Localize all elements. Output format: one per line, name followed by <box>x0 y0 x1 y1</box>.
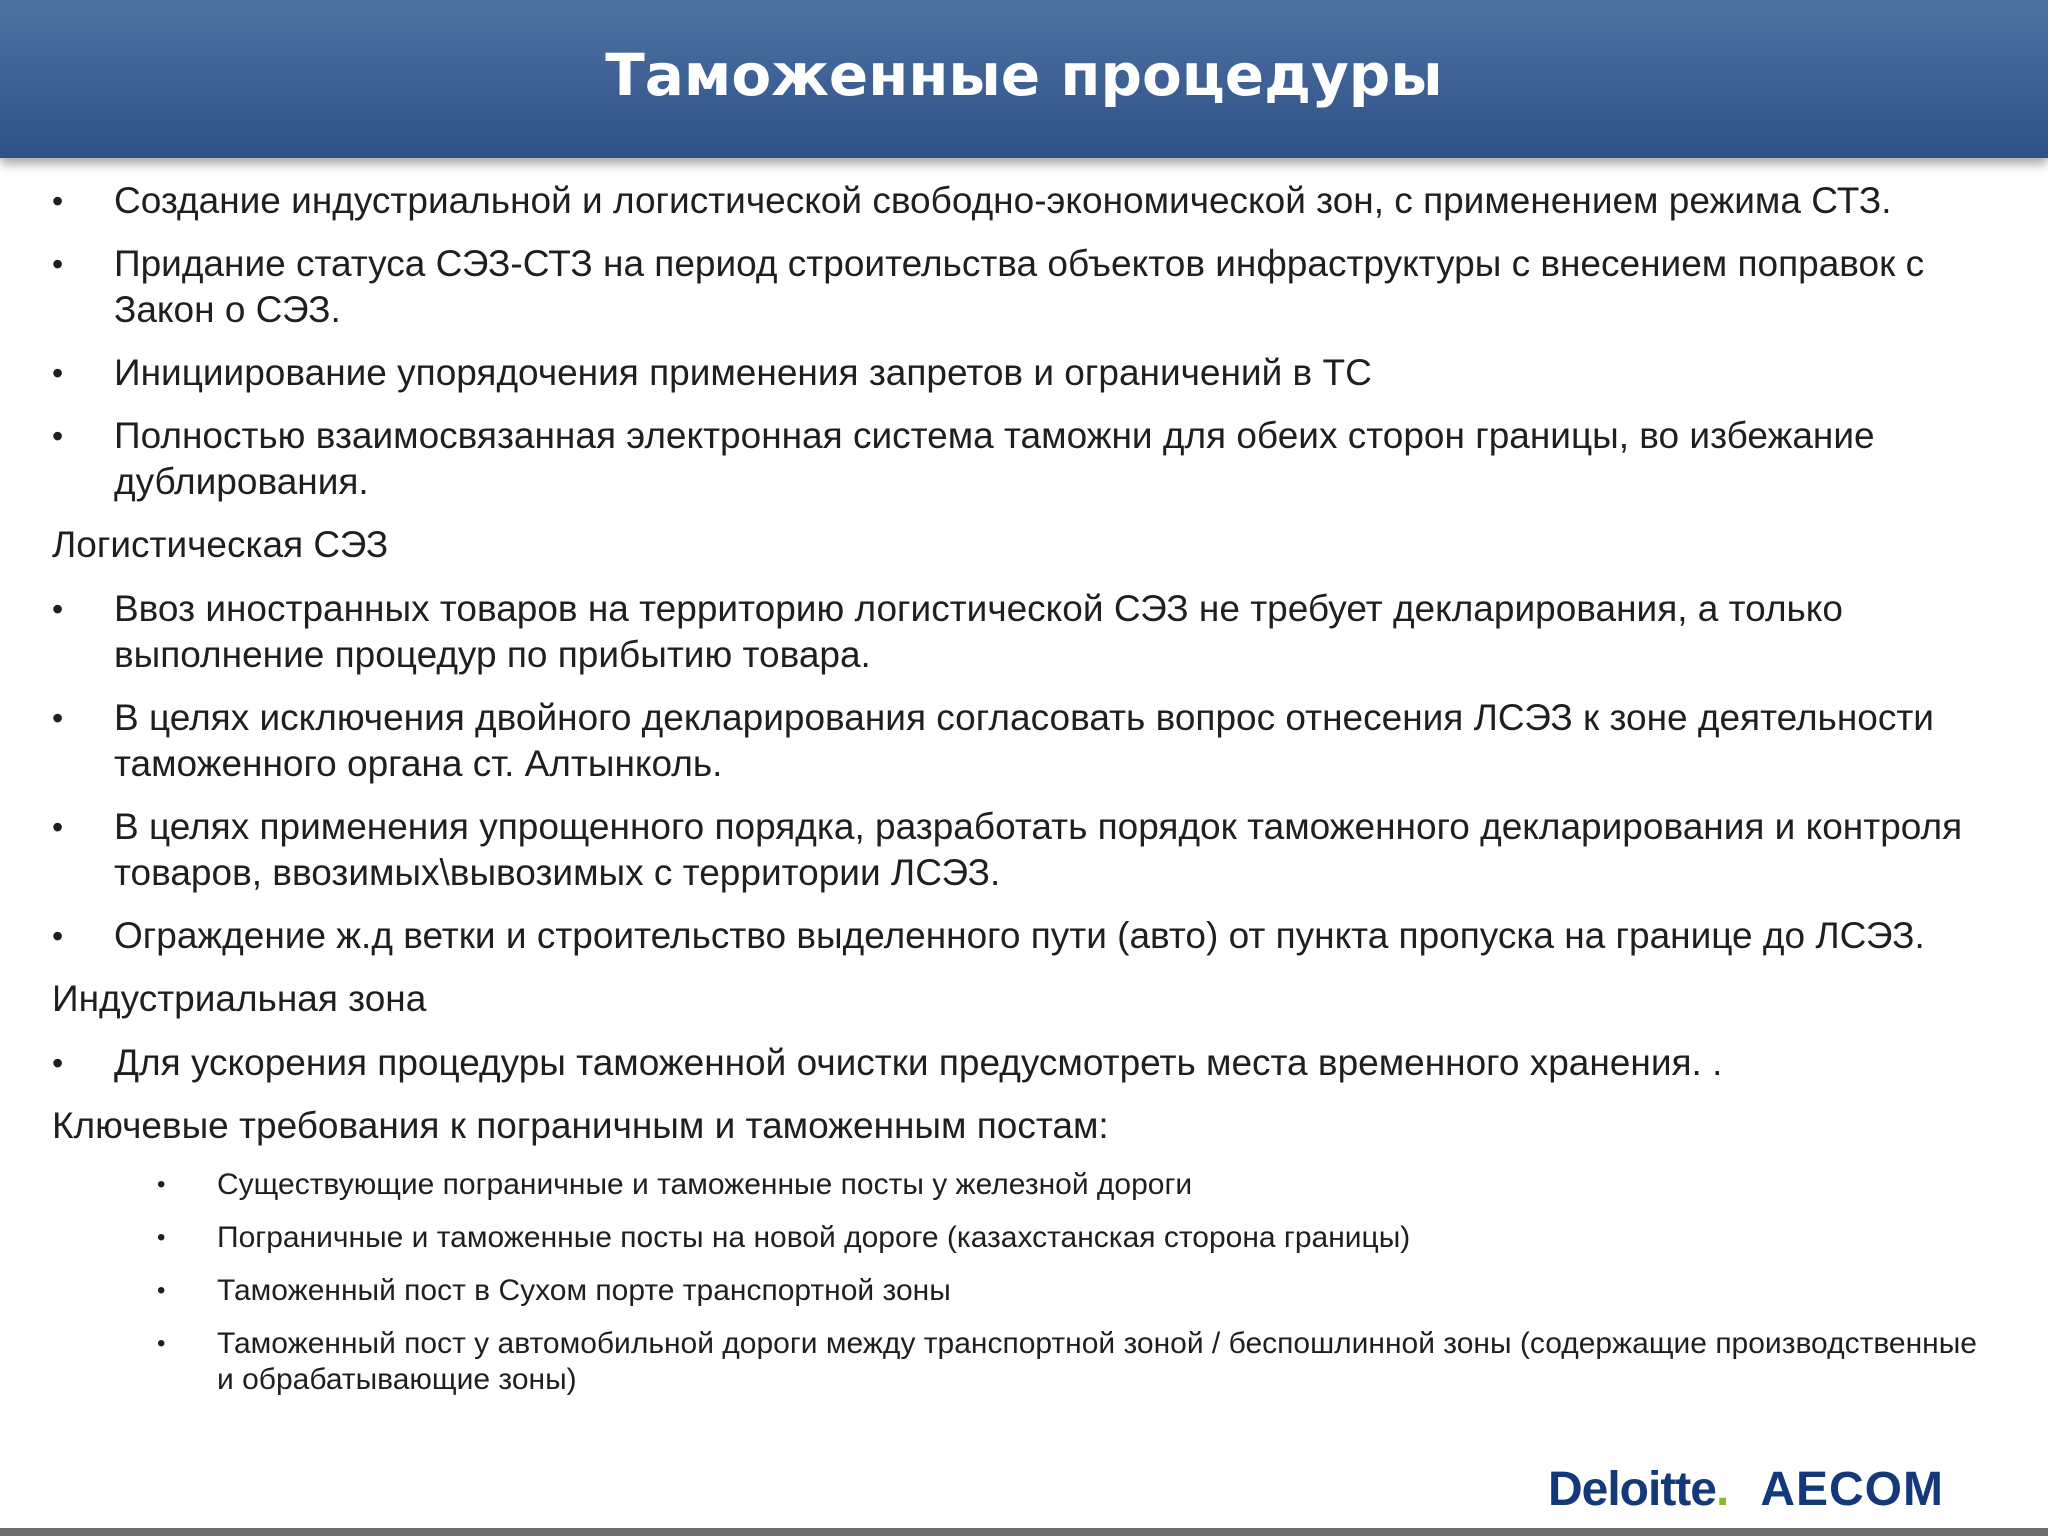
list-item: • В целях исключения двойного декларирования согласовать вопрос отнесения ЛСЭЗ к зоне деятельности таможенного органа ст. Алтынколь. <box>52 697 1934 784</box>
bullet-icon: • <box>52 591 64 627</box>
page-title: Таможенные процедуры <box>605 41 1443 109</box>
bullet-icon: • <box>157 1224 166 1251</box>
bullet-icon: • <box>52 700 64 736</box>
list-item: • Пограничные и таможенные посты на новой дороге (казахстанская сторона границы) <box>157 1221 1411 1254</box>
list-item: • Таможенный пост у автомобильной дороги между транспортной зоной / беспошлинной зоны (содержащие производственные и обрабатывающие зоны) <box>157 1327 1977 1396</box>
footer-divider <box>0 1528 2048 1536</box>
bullet-icon: • <box>52 355 64 391</box>
section-heading-industrial: Индустриальная зона <box>52 978 427 1019</box>
section-heading-requirements: Ключевые требования к пограничным и таможенным постам: <box>52 1105 1109 1146</box>
bullet-icon: • <box>52 809 64 845</box>
list-item: • Существующие пограничные и таможенные посты у железной дороги <box>157 1168 1193 1201</box>
list-item: • В целях применения упрощенного порядка, разработать порядок таможенного декларирования и контроля товаров, ввозимых\вывозимых с территории ЛСЭЗ. <box>52 806 1963 893</box>
deloitte-logo: Deloitte. <box>1547 1463 1729 1516</box>
list-item: • Для ускорения процедуры таможенной очистки предусмотреть места временного хранения. . <box>52 1040 2002 1086</box>
bullet-icon: • <box>157 1330 166 1357</box>
logos <box>1548 1462 1944 1517</box>
list-item: • Таможенный пост в Сухом порте транспортной зоны <box>157 1274 951 1307</box>
list-item: • Ввоз иностранных товаров на территорию логистической СЭЗ не требует декларирования, а только выполнение процедур по прибытию товара. <box>52 588 1843 675</box>
bullet-icon: • <box>52 246 64 282</box>
bullet-icon: • <box>52 918 64 954</box>
bullet-icon: • <box>52 1045 64 1081</box>
bullet-icon: • <box>52 418 64 454</box>
section-heading-logistic: Логистическая СЭЗ <box>52 524 389 565</box>
bullet-icon: • <box>157 1171 166 1198</box>
bullet-icon: • <box>52 183 64 219</box>
list-item: • Придание статуса СЭЗ-СТЗ на период строительства объектов инфраструктуры с внесением поправок с Закон о СЭЗ. <box>52 243 1925 330</box>
bullet-icon: • <box>157 1277 166 1304</box>
slide-content <box>52 178 2002 1415</box>
header-bar <box>0 0 2048 158</box>
list-item: • Полностью взаимосвязанная электронная система таможни для обеих сторон границы, во избежание дублирования. <box>52 415 1875 502</box>
list-item: • Инициирование упорядочения применения запретов и ограничений в ТС <box>52 350 2002 396</box>
list-item: • Ограждение ж.д ветки и строительство выделенного пути (авто) от пункта пропуска на границе до ЛСЭЗ. <box>52 913 2002 959</box>
aecom-logo: AECOM <box>1760 1463 1944 1516</box>
list-item: • Создание индустриальной и логистической свободно-экономической зон, с применением режима СТЗ. <box>52 178 2002 224</box>
